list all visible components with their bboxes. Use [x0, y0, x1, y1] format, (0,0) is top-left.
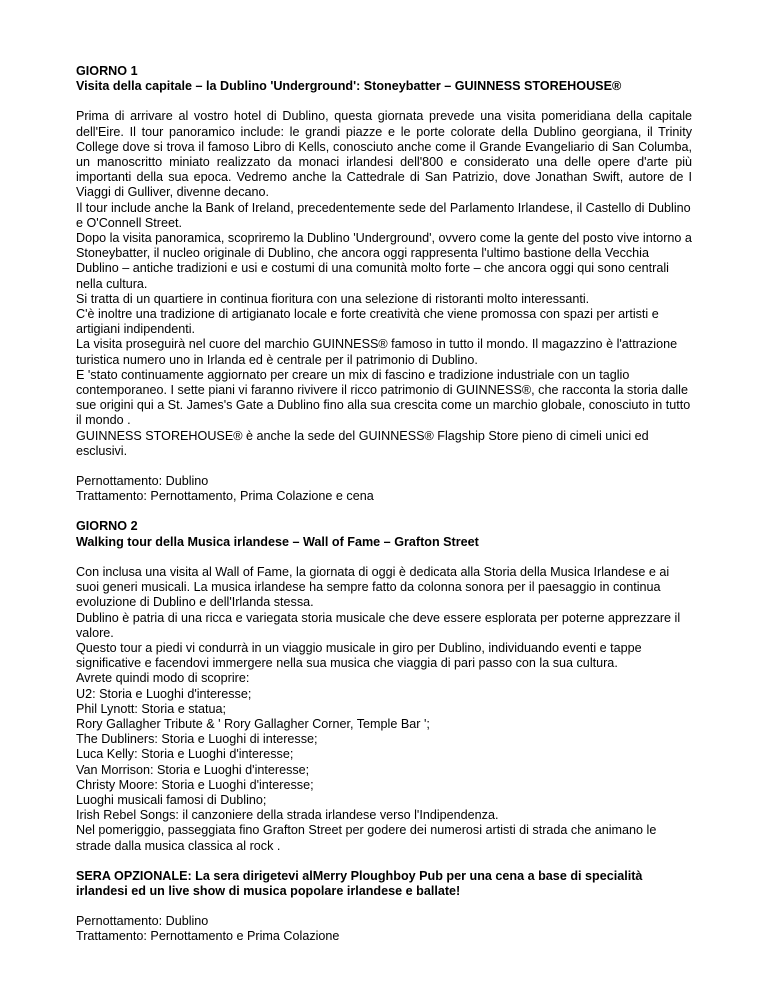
day1-paragraph: C'è inoltre una tradizione di artigianato locale e forte creatività che viene promossa con spazi per artisti e artigiani indipendenti. [76, 307, 659, 337]
day2-section [76, 519, 692, 944]
day2-paragraph: Nel pomeriggio, passeggiata fino Grafton Street per godere dei numerosi artisti di strada che animano le strade dalla musica classica al rock . [76, 823, 657, 853]
list-item: Luoghi musicali famosi di Dublino; [76, 792, 267, 807]
day2-board: Trattamento: Pernottamento e Prima Colazione [76, 929, 340, 944]
list-item: Rory Gallagher Tribute & ' Rory Gallagher Corner, Temple Bar '; [76, 716, 430, 731]
list-item: Christy Moore: Storia e Luoghi d'interesse; [76, 777, 314, 792]
list-item: Irish Rebel Songs: il canzoniere della strada irlandese verso l'Indipendenza. [76, 808, 499, 823]
day2-paragraph: Con inclusa una visita al Wall of Fame, la giornata di oggi è dedicata alla Storia della Musica Irlandese e ai suoi generi musicali. La musica irlandese ha sempre fatto da colonna sonora per il paesaggio in continua evoluzione di Dublino e dell'Irlanda stessa. [76, 564, 670, 610]
document-body [76, 64, 692, 945]
day1-heading: GIORNO 1 [76, 64, 138, 78]
day1-paragraph: Il tour include anche la Bank of Ireland, precedentemente sede del Parlamento Irlandese, il Castello di Dublino e O'Connell Street. [76, 200, 691, 230]
day1-paragraph: La visita proseguirà nel cuore del marchio GUINNESS® famoso in tutto il mondo. Il magazzino è l'attrazione turistica numero uno in Irlanda ed è centrale per il patrimonio di Dublino. [76, 337, 678, 367]
day2-paragraph: Dublino è patria di una ricca e variegata storia musicale che deve essere esplorata per poterne apprezzare il valore. [76, 610, 681, 640]
day1-subtitle: Visita della capitale – la Dublino 'Underground': Stoneybatter – GUINNESS STOREHOUSE® [76, 79, 622, 94]
list-item: Luca Kelly: Storia e Luoghi d'interesse; [76, 747, 294, 762]
day2-overnight: Pernottamento: Dublino [76, 914, 209, 929]
day2-optional-evening: SERA OPZIONALE: La sera dirigetevi alMerry Ploughboy Pub per una cena a base di specialità irlandesi ed un live show di musica popolare irlandese e ballate! [76, 868, 643, 898]
day1-section [76, 64, 692, 504]
day1-paragraph: Dopo la visita panoramica, scopriremo la Dublino 'Underground', ovvero come la gente del posto vive intorno a Stoneybatter, il nucleo originale di Dublino, che ancora oggi rappresenta l'ultimo bastione della Vecchia Dublino – antiche tradizioni e usi e costumi di una comunità molto forte – che ancora oggi qui sono centrali nella cultura. [76, 231, 692, 291]
day1-paragraph: Si tratta di un quartiere in continua fioritura con una selezione di ristoranti molto interessanti. [76, 291, 590, 306]
list-item: Van Morrison: Storia e Luoghi d'interesse; [76, 762, 310, 777]
list-item: U2: Storia e Luoghi d'interesse; [76, 686, 252, 701]
music-list [76, 687, 692, 824]
list-item: Phil Lynott: Storia e statua; [76, 701, 227, 716]
day1-board: Trattamento: Pernottamento, Prima Colazione e cena [76, 489, 374, 504]
day1-overnight: Pernottamento: Dublino [76, 474, 209, 489]
day1-paragraph: Prima di arrivare al vostro hotel di Dublino, questa giornata prevede una visita pomeridiana della capitale dell'Eire. Il tour panoramico include: le grandi piazze e le porte colorate della Dublino georgiana, il Trinity College dove si trova il famoso Libro di Kells, conosciuto anche come il Grande Evangeliario di San Columba, un manoscritto miniato realizzato da monaci irlandesi dell'800 e considerato una delle opere d'arte più importanti della sua epoca. Vedremo anche la Cattedrale di San Patrizio, dove Jonathan Swift, autore de I Viaggi di Gulliver, divenne decano. [76, 109, 692, 200]
day2-heading: GIORNO 2 [76, 519, 138, 534]
day1-paragraph: GUINNESS STOREHOUSE® è anche la sede del GUINNESS® Flagship Store pieno di cimeli unici ed esclusivi. [76, 428, 649, 458]
day2-paragraph: Questo tour a piedi vi condurrà in un viaggio musicale in giro per Dublino, individuando eventi e tappe significative e facendovi immergere nella sua musica che viaggia di pari passo con la sua cultura. [76, 640, 642, 671]
day2-paragraph: Avrete quindi modo di scoprire: [76, 671, 250, 686]
day1-paragraph: E 'stato continuamente aggiornato per creare un mix di fascino e tradizione industriale con un taglio contemporaneo. I sette piani vi faranno rivivere il ricco patrimonio di GUINNESS®, che racconta la storia dalle sue origini qui a St. James's Gate a Dublino fino alla sua crescita come un marchio globale, conosciuto in tutto il mondo . [76, 367, 691, 428]
list-item: The Dubliners: Storia e Luoghi di interesse; [76, 732, 318, 747]
day2-subtitle: Walking tour della Musica irlandese – Wall of Fame – Grafton Street [76, 534, 479, 549]
